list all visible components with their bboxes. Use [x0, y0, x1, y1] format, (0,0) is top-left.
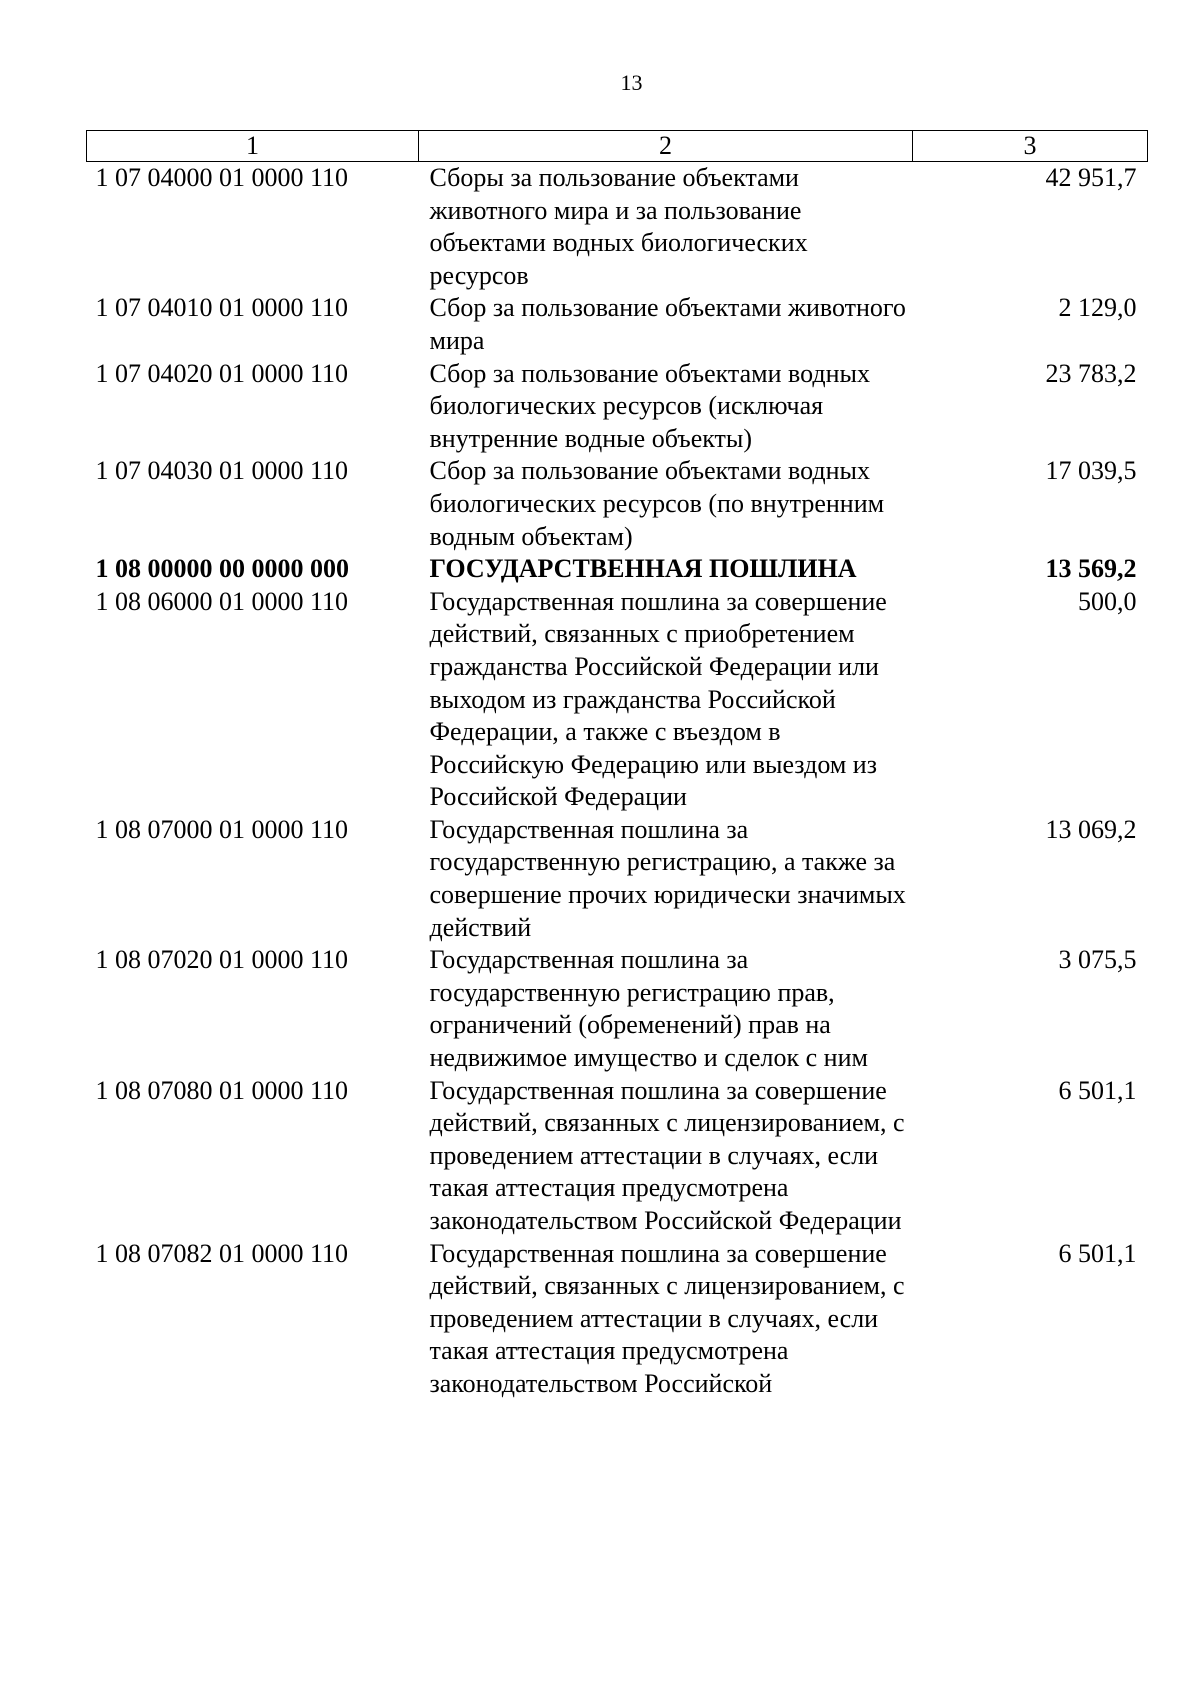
row-amount: 17 039,5 [1045, 456, 1137, 486]
table-row [87, 1075, 1148, 1238]
row-name: Сбор за пользование объектами водных биологических ресурсов (по внутренним водным объектам) [429, 456, 885, 551]
row-code: 1 07 04020 01 0000 110 [95, 358, 349, 388]
page-number: 13 [620, 70, 643, 95]
row-code: 1 08 06000 01 0000 110 [95, 586, 349, 616]
row-code: 1 07 04000 01 0000 110 [95, 163, 349, 192]
table-header-row [87, 131, 1148, 162]
row-name: Сборы за пользование объектами животного мира и за пользование объектами водных биологических ресурсов [429, 163, 808, 290]
row-code: 1 08 07020 01 0000 110 [95, 945, 349, 975]
column-header-name: 2 [419, 131, 913, 162]
row-name: Государственная пошлина за совершение действий, связанных с лицензированием, с проведением аттестации в случаях, если такая аттестация предусмотрена законодательством Российской Федерации [429, 1075, 905, 1235]
table-row-section-heading [87, 553, 1148, 586]
row-code: 1 07 04010 01 0000 110 [95, 293, 349, 323]
row-amount: 3 075,5 [1058, 945, 1137, 975]
row-code: 1 08 07000 01 0000 110 [95, 814, 349, 844]
row-code: 1 08 07080 01 0000 110 [95, 1075, 349, 1105]
budget-revenue-table [86, 130, 1148, 1401]
table-row [87, 358, 1148, 456]
column-header-amount: 3 [913, 131, 1148, 162]
table-row [87, 292, 1148, 357]
row-name: ГОСУДАРСТВЕННАЯ ПОШЛИНА [429, 554, 857, 584]
table-row [87, 162, 1148, 293]
row-name: Сбор за пользование объектами водных биологических ресурсов (исключая внутренние водные объекты) [429, 358, 870, 453]
row-code: 1 08 00000 00 0000 000 [95, 554, 349, 584]
row-amount: 6 501,1 [1058, 1075, 1137, 1105]
row-code: 1 08 07082 01 0000 110 [95, 1238, 349, 1268]
row-amount: 6 501,1 [1058, 1238, 1137, 1268]
row-amount: 42 951,7 [1045, 163, 1137, 192]
table-row [87, 814, 1148, 944]
row-code: 1 07 04030 01 0000 110 [95, 456, 349, 486]
table-row [87, 1238, 1148, 1401]
table-row [87, 944, 1148, 1074]
row-name: Сбор за пользование объектами животного мира [429, 293, 906, 355]
column-header-code: 1 [87, 131, 419, 162]
row-name: Государственная пошлина за государственную регистрацию прав, ограничений (обременений) прав на недвижимое имущество и сделок с ним [429, 945, 868, 1073]
row-amount: 2 129,0 [1058, 293, 1137, 323]
row-amount: 13 069,2 [1045, 814, 1137, 844]
row-amount: 500,0 [1078, 586, 1137, 616]
row-name: Государственная пошлина за государственную регистрацию, а также за совершение прочих юридически значимых действий [429, 814, 906, 942]
row-name: Государственная пошлина за совершение действий, связанных с приобретением гражданства Российской Федерации или выходом из гражданства Российской Федерации, а также с въездом в Российскую Федерацию или выездом из Российской Федерации [429, 586, 887, 812]
table-row [87, 586, 1148, 814]
table-row [87, 455, 1148, 553]
row-amount: 23 783,2 [1045, 358, 1137, 388]
row-name: Государственная пошлина за совершение действий, связанных с лицензированием, с проведением аттестации в случаях, если такая аттестация предусмотрена законодательством Российской [429, 1238, 905, 1398]
row-amount: 13 569,2 [1045, 554, 1137, 584]
